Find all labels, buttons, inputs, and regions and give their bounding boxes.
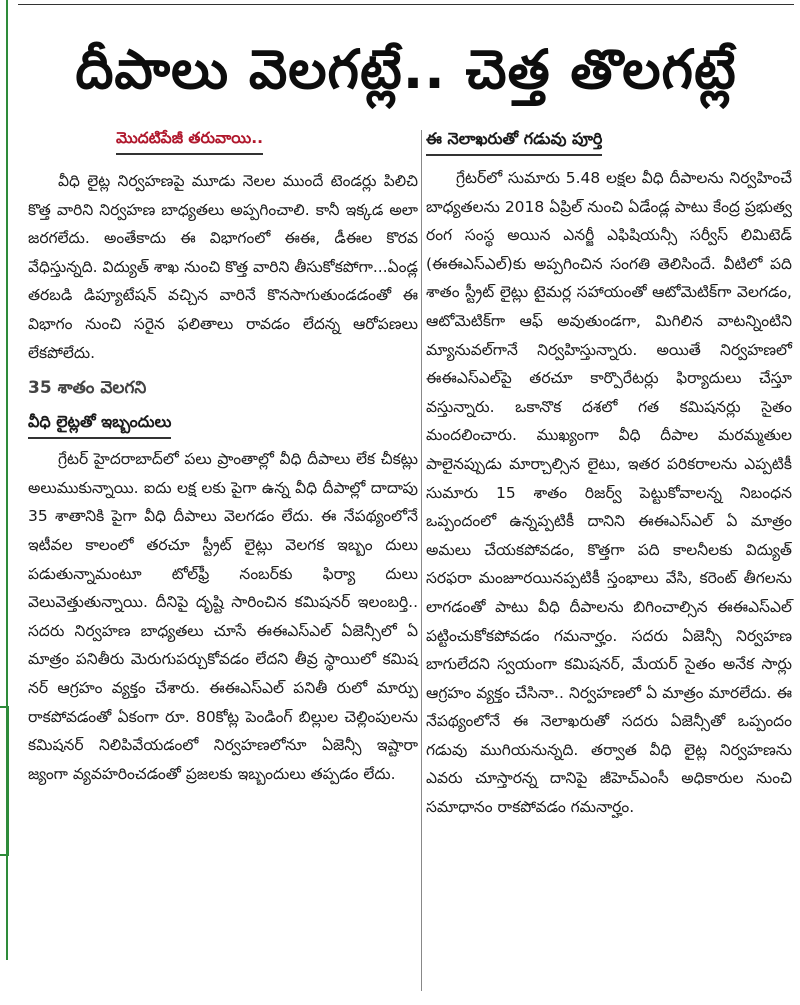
subhead-street-lights: వీధి లైట్లతో ఇబ్బందులు — [28, 409, 171, 439]
left-column — [28, 126, 418, 995]
right-paragraph-1: గ్రేటర్‌లో సుమారు 5.48 లక్షల వీధి దీపాలను నిర్వహించే బాధ్యతలను 2018 ఏప్రిల్ నుంచి ఏడేండ్ల పాటు కేంద్ర ప్రభుత్వ రంగ సంస్థ అయిన ఎనర్జీ ఎఫిషియన్సీ సర్వీస్ లిమిటెడ్ (ఈఈఎస్ఎల్)కు అప్పగించిన సంగతి తెలిసిందే. వీటిలో పది శాతం స్ట్రీట్ లైట్లు టైమర్ల సహాయంతో ఆటోమెటిక్‌గా వెలగడం, ఆటోమెటిక్‌గా ఆఫ్ అవుతుండగా, మిగిలిన వాటన్నింటిని మ్యానువల్‌గానే నిర్వహిస్తున్నారు. అయితే నిర్వహణలో ఈఈఎస్ఎల్‌పై తరచూ కార్పొరేటర్లు ఫిర్యాదులు చేస్తూ వస్తున్నారు. ఒకానొక దశలో గత కమిషనర్లు సైతం మందలించారు. ముఖ్యంగా వీధి దీపాల మరమ్మతుల పాలైనప్పుడు మార్చాల్సిన లైటు, ఇతర పరికరాలను ఎప్పటికీ సుమారు 15 శాతం రిజర్వ్ పెట్టుకోవాలన్న నిబంధన ఒప్పందంలో ఉన్నప్పటికీ దానిని ఈఈఎస్ఎల్ ఏ మాత్రం అమలు చేయకపోవడం, కొత్తగా పది కాలనీలకు విద్యుత్ సరఫరా మంజూరయినప్పటికీ స్తంభాలు వేసి, కరెంట్ తీగలను లాగడంతో పాటు వీధి దీపాలను బిగించాల్సిన ఈఈఎస్ఎల్ పట్టించుకోకపోవడం గమనార్హం. సదరు ఏజెన్సీ నిర్వహణ బాగులేదని స్వయంగా కమిషనర్, మేయర్ సైతం అనేక సార్లు ఆగ్రహం వ్యక్తం చేసినా.. నిర్వహణలో ఏ మాత్రం మారలేదు. ఈ నేపథ్యంలోనే ఈ నెలాఖరుతో సదరు ఏజెన్సీతో ఒప్పందం గడువు ముగియనున్నది. తర్వాత వీధి లైట్ల నిర్వహణను ఎవరు చూస్తారన్న దానిపై జీహెచ్ఎంసీ అధికారుల నుంచి సమాధానం రాకపోవడం గమనార్హం. — [426, 169, 792, 817]
subhead-35-percent: 35 శాతం వెలగని — [28, 378, 147, 399]
continuation-label: మొదటిపేజీ తరువాయి.. — [116, 126, 263, 155]
left-paragraph-1: వీధి లైట్ల నిర్వహణపై మూడు నెలల ముందే టెండర్లు పిలిచి కొత్త వారిని నిర్వహణ బాధ్యతలు అప్పగించాలి. కానీ ఇక్కడ అలా జరగలేదు. అంతేకాదు ఈ విభాగంలో ఈఈ, డీఈల కొరవ వేధిస్తున్నది. విద్యుత్ శాఖ నుంచి కొత్త వారిని తీసుకోకపోగా...ఏండ్ల తరబడి డిప్యూటేషన్ వచ్చిన వారినే కొనసాగుతుండడంతో ఈ విభాగం నుంచి సరైన ఫలితాలు రావడం లేదన్న ఆరోపణలు లేకపోలేదు. — [28, 172, 418, 362]
right-column — [426, 126, 792, 995]
subhead-deadline: ఈ నెలాఖరుతో గడువు పూర్తి — [426, 126, 602, 156]
article-headline: దీపాలు వెలగట్లే.. చెత్త తొలగట్లే — [75, 38, 737, 101]
column-divider — [421, 130, 422, 991]
left-paragraph-2: గ్రేటర్ హైదరాబాద్‌లో పలు ప్రాంతాల్లో వీధి దీపాలు లేక చీకట్లు అలుముకున్నాయి. ఐదు లక్ష లకు పైగా ఉన్న వీధి దీపాల్లో దాదాపు 35 శాతానికి పైగా వీధి దీపాలు వెలగడం లేదు. ఈ నేపథ్యంలోనే ఇటీవల కాలంలో తరచూ స్ట్రీట్ లైట్లు వెలగక ఇబ్బం దులు పడుతున్నామంటూ టోల్‌ఫ్రీ నంబర్‌కు ఫిర్యా దులు వెలువెత్తుతున్నాయి. దీనిపై దృష్టి సారించిన కమిషనర్ ఇలంబర్తి.. సదరు నిర్వహణ బాధ్యతలు చూసే ఈఈఎస్ఎల్ ఏజెన్సీలో ఏ మాత్రం పనితీరు మెరుగుపర్చుకోవడం లేదని తీవ్ర స్థాయిలో కమిష నర్ ఆగ్రహం వ్యక్తం చేశారు. ఈఈఎస్ఎల్ పనితీ రులో మార్పు రాకపోవడంతో ఏకంగా రూ. 80కోట్ల పెండింగ్ బిల్లుల చెల్లింపులను కమిషనర్ నిలిపివేయడంలో నిర్వహణలోనూ ఏజెన్సీ ఇష్టారా జ్యంగా వ్యవహరించడంతో ప్రజలకు ఇబ్బందులు తప్పడం లేదు. — [28, 450, 418, 783]
top-rule — [18, 4, 794, 5]
page-edge-border — [0, 0, 12, 1005]
adjacent-box-fragment — [0, 706, 9, 856]
